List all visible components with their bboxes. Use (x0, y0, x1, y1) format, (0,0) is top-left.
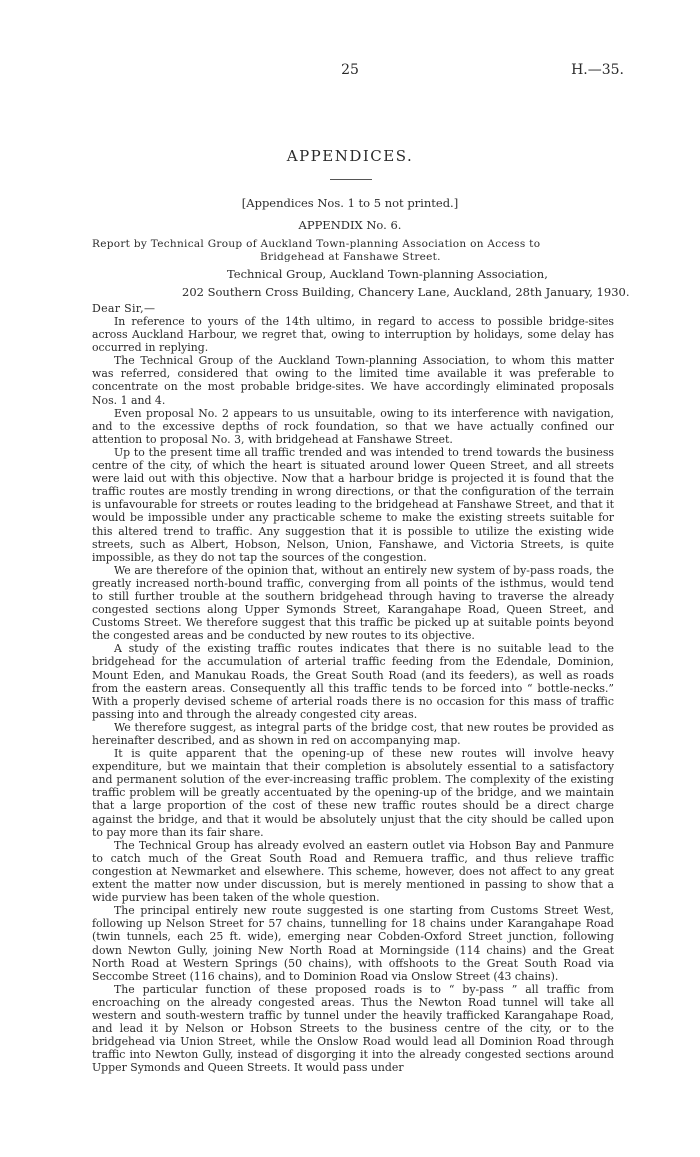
page-title: APPENDICES. (286, 147, 414, 165)
paragraph: We are therefore of the opinion that, without an entirely new system of by-pass roads, the greatly increased north-bound traffic, converging from all points of the isthmus, would tend to still further trouble at the southern bridgehead through having to traverse the already congested sections along Upper Symonds Street, Karangahape Road, Queen Street, and Customs Street. We therefore suggest that this traffic be picked up at suitable points beyond the congested areas and be conducted by new routes to its objective. (92, 563, 614, 643)
paragraph: The Technical Group of the Auckland Town-planning Association, to whom this matter was referred, considered that owing to the limited time available it was preferable to concentrate on the most probable bridge-sites. We have accordingly eliminated proposals Nos. 1 and 4. (92, 354, 614, 407)
sender-line-2: 202 Southern Cross Building, Chancery Lane, Auckland, 28th January, 1930. (182, 285, 630, 299)
report-title-line-2: Bridgehead at Fanshawe Street. (260, 251, 441, 263)
paragraph: The Technical Group has already evolved an eastern outlet via Hobson Bay and Panmure to catch much of the Great South Road and Remuera traffic, and thus relieve traffic congestion at Newmarket and elsewhere. This scheme, however, does not affect to any great extent the matter now under discussion, but is merely mentioned in passing to show that a wide purview has been taken of the whole question. (92, 838, 614, 905)
appendix-heading: APPENDIX No. 6. (298, 218, 402, 232)
paragraph: Up to the present time all traffic trended and was intended to trend towards the business centre of the city, of which the heart is situated around lower Queen Street, and all streets were laid out with this objective. Now that a harbour bridge is projected it is found that the traffic routes are mostly trending in wrong directions, or that the configuration of the terrain is unfavourable for streets or routes leading to the bridgehead at Fanshawe Street, and that it would be impossible under any practicable scheme to make the existing streets suitable for this altered trend to traffic. Any suggestion that it is possible to utilize the existing wide streets, such as Albert, Hobson, Nelson, Union, Fanshawe, and Victoria Streets, is quite impossible, as they do not tap the sources of the congestion. (92, 445, 614, 564)
report-title-line-1: Report by Technical Group of Auckland Town-planning Association on Access to (92, 238, 541, 250)
salutation: Dear Sir,— (92, 302, 156, 315)
not-printed-note: [Appendices Nos. 1 to 5 not printed.] (241, 196, 459, 210)
report-title (92, 238, 692, 264)
letter-body (92, 315, 614, 1074)
paragraph: In reference to yours of the 14th ultimo, in regard to access to possible bridge-sites across Auckland Harbour, we regret that, owing to interruption by holidays, some delay has occurred in replying. (92, 315, 614, 355)
paragraph: We therefore suggest, as integral parts of the bridge cost, that new routes be provided as hereinafter described, and as shown in red on accompanying map. (92, 720, 614, 747)
page-number: 25 (341, 62, 359, 78)
paragraph: A study of the existing traffic routes indicates that there is no suitable lead to the bridgehead for the accumulation of arterial traffic feeding from the Edendale, Dominion, Mount Eden, and Manukau Roads, the Great South Road (and its feeders), as well as roads from the eastern areas. Consequently all this traffic tends to be forced into “ bottle-necks.” With a properly devised scheme of arterial roads there is no occasion for this mass of traffic passing into and through the already congested city areas. (92, 642, 614, 721)
paragraph: The principal entirely new route suggested is one starting from Customs Street West, following up Nelson Street for 57 chains, tunnelling for 18 chains under Karangahape Road (twin tunnels, each 25 ft. wide), emerging near Cobden-Oxford Street junction, following down Newton Gully, joining New North Road at Morningside (114 chains) and the Great North Road at Western Springs (50 chains), with offshoots to the Great South Road via Seccombe Street (116 chains), and to Dominion Road via Onslow Street (43 chains). (92, 904, 614, 983)
sender-line-1: Technical Group, Auckland Town-planning Association, (227, 267, 548, 281)
paragraph: The particular function of these proposed roads is to “ by-pass ” all traffic from encroaching on the already congested areas. Thus the Newton Road tunnel will take all western and south-western traffic by tunnel under the heavily trafficked Karangahape Road, and lead it by Nelson or Hobson Streets to the business centre of the city, or to the bridgehead via Union Street, while the Onslow Road would lead all Dominion Road through traffic into Newton Gully, instead of disgorging it into the already congested sections around Upper Symonds and Queen Streets. It would pass under (92, 982, 614, 1075)
title-rule (330, 179, 372, 180)
paragraph: It is quite apparent that the opening-up of these new routes will involve heavy expenditure, but we maintain that their completion is absolutely essential to a satisfactory and permanent solution of the ever-increasing traffic problem. The complexity of the existing traffic problem will be greatly accentuated by the opening-up of the bridge, and we maintain that a large proportion of the cost of these new traffic routes should be a direct charge against the bridge, and that it would be absolutely unjust that the city should be called upon to pay more than its fair share. (92, 747, 614, 839)
paragraph: Even proposal No. 2 appears to us unsuitable, owing to its interference with navigation, and to the excessive depths of rock foundation, so that we have actually confined our attention to proposal No. 3, with bridgehead at Fanshawe Street. (92, 406, 614, 446)
document-reference: H.—35. (571, 62, 624, 78)
